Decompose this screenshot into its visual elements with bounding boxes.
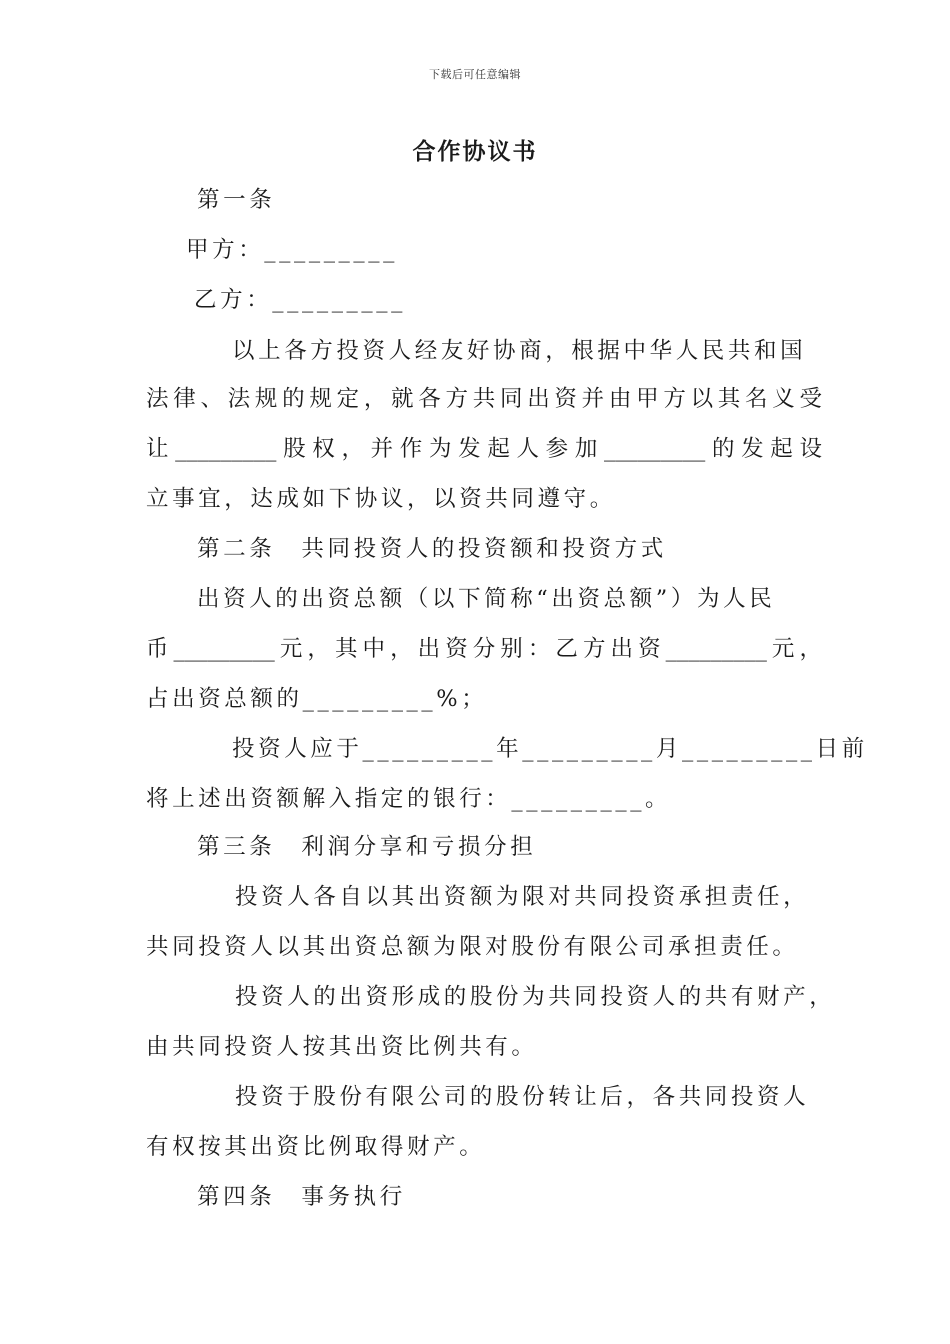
paragraph-line: 投资于股份有限公司的股份转让后，各共同投资人: [235, 1084, 810, 1110]
paragraph-line: 将上述出资额解入指定的银行：_________。: [146, 786, 672, 812]
header-note: 下载后可任意编辑: [429, 68, 521, 81]
document-title: 合作协议书: [412, 138, 538, 165]
paragraph-line: 由共同投资人按其出资比例共有。: [146, 1034, 538, 1060]
paragraph-line: 占出资总额的_________%；: [146, 686, 488, 712]
paragraph-line: 法律、法规的规定，就各方共同出资并由甲方以其名义受: [146, 386, 822, 412]
article-3-heading: 第三条 利润分享和亏损分担: [197, 834, 537, 860]
paragraph-line: 投资人的出资形成的股份为共同投资人的共有财产，: [235, 984, 836, 1010]
paragraph-line: 有权按其出资比例取得财产。: [146, 1134, 486, 1160]
paragraph-line: 以上各方投资人经友好协商，根据中华人民共和国: [232, 338, 807, 364]
article-4-heading: 第四条 事务执行: [197, 1184, 406, 1210]
paragraph-line: 共同投资人以其出资总额为限对股份有限公司承担责任。: [146, 934, 799, 960]
paragraph-line: 让_________股权，并作为发起人参加_________的发起设: [146, 436, 822, 462]
party-b-line: 乙方：_________: [194, 287, 406, 313]
paragraph-line: 币_________元，其中，出资分别：乙方出资_________元，: [146, 636, 822, 662]
paragraph-line: 立事宜，达成如下协议，以资共同遵守。: [146, 486, 616, 512]
paragraph-line: 出资人的出资总额（以下简称“出资总额”）为人民: [197, 586, 776, 612]
article-1-heading: 第一条: [197, 187, 276, 213]
paragraph-line: 投资人各自以其出资额为限对共同投资承担责任，: [235, 884, 810, 910]
party-a-line: 甲方：_________: [186, 237, 398, 263]
article-2-heading: 第二条 共同投资人的投资额和投资方式: [197, 536, 667, 562]
paragraph-line: 投资人应于_________年_________月_________日前: [232, 736, 868, 762]
